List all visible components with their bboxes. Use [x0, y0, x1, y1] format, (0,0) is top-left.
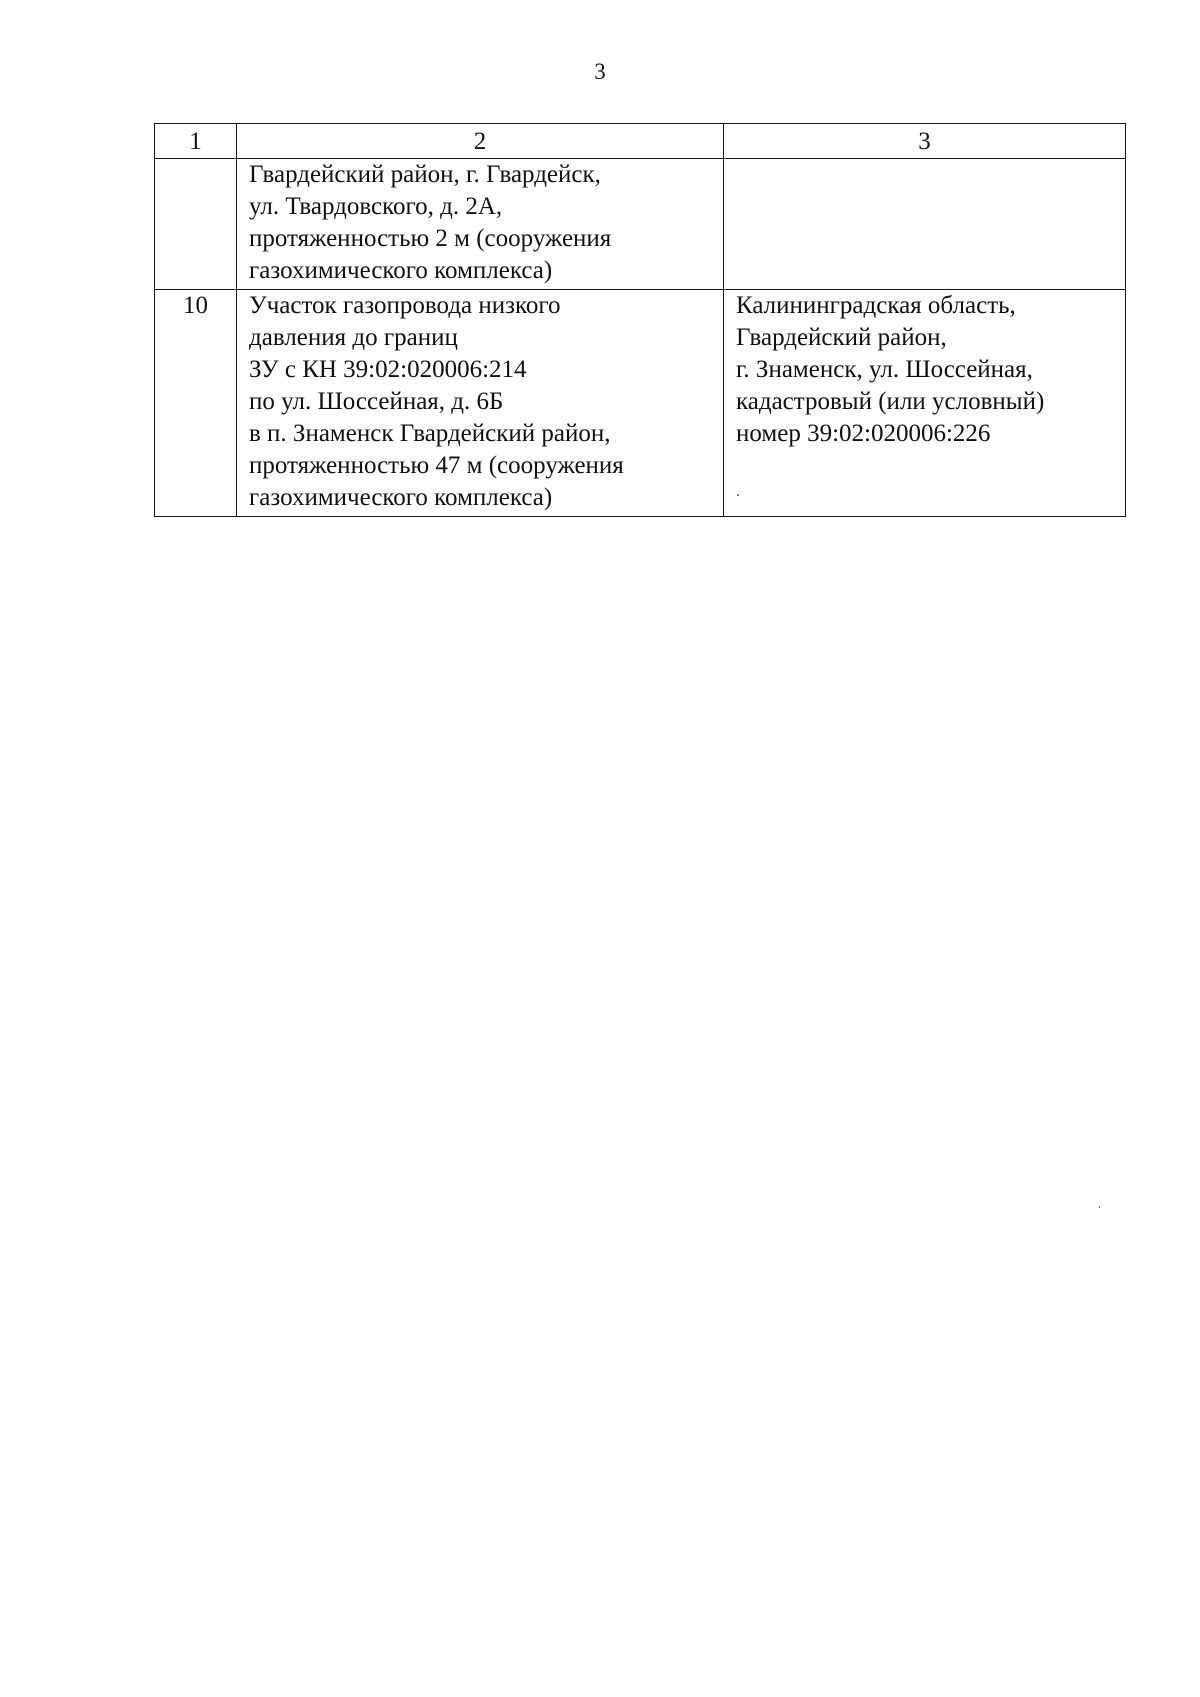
column-header-2: 2	[237, 124, 724, 159]
object-line: ЗУ с КН 39:02:020006:214	[249, 356, 527, 383]
address-cell	[724, 159, 1126, 290]
address-line: Калининградская область,	[736, 292, 1016, 319]
object-description-cell	[237, 159, 724, 290]
table-row	[155, 159, 1126, 290]
row-number-cell: 10	[155, 290, 237, 517]
object-line: давления до границ	[249, 324, 458, 351]
object-line: в п. Знаменск Гвардейский район,	[249, 420, 611, 447]
address-cell	[724, 290, 1126, 517]
property-table	[154, 123, 1126, 517]
row-number-cell	[155, 159, 237, 290]
page-number: 3	[594, 59, 606, 84]
column-header-1: 1	[155, 124, 237, 159]
object-line: газохимического комплекса)	[249, 484, 553, 511]
object-line: ул. Твардовского, д. 2А,	[249, 193, 503, 220]
object-line: протяженностью 2 м (сооружения	[249, 225, 612, 252]
object-line: Гвардейский район, г. Гвардейск,	[249, 161, 601, 188]
object-description-cell	[237, 290, 724, 517]
address-line: Гвардейский район,	[736, 324, 947, 351]
address-line: номер 39:02:020006:226	[736, 420, 991, 447]
object-line: газохимического комплекса)	[249, 257, 553, 284]
address-line: г. Знаменск, ул. Шоссейная,	[736, 356, 1033, 383]
table-body	[155, 159, 1126, 517]
object-line: Участок газопровода низкого	[249, 292, 561, 319]
address-line: кадастровый (или условный)	[736, 388, 1045, 415]
scan-speck	[737, 494, 739, 496]
object-line: протяженностью 47 м (сооружения	[249, 452, 624, 479]
header-row	[155, 124, 1126, 159]
table-row	[155, 290, 1126, 517]
column-header-3: 3	[724, 124, 1126, 159]
object-line: по ул. Шоссейная, д. 6Б	[249, 388, 504, 415]
scan-speck	[1099, 1206, 1100, 1208]
table-header	[155, 124, 1126, 159]
